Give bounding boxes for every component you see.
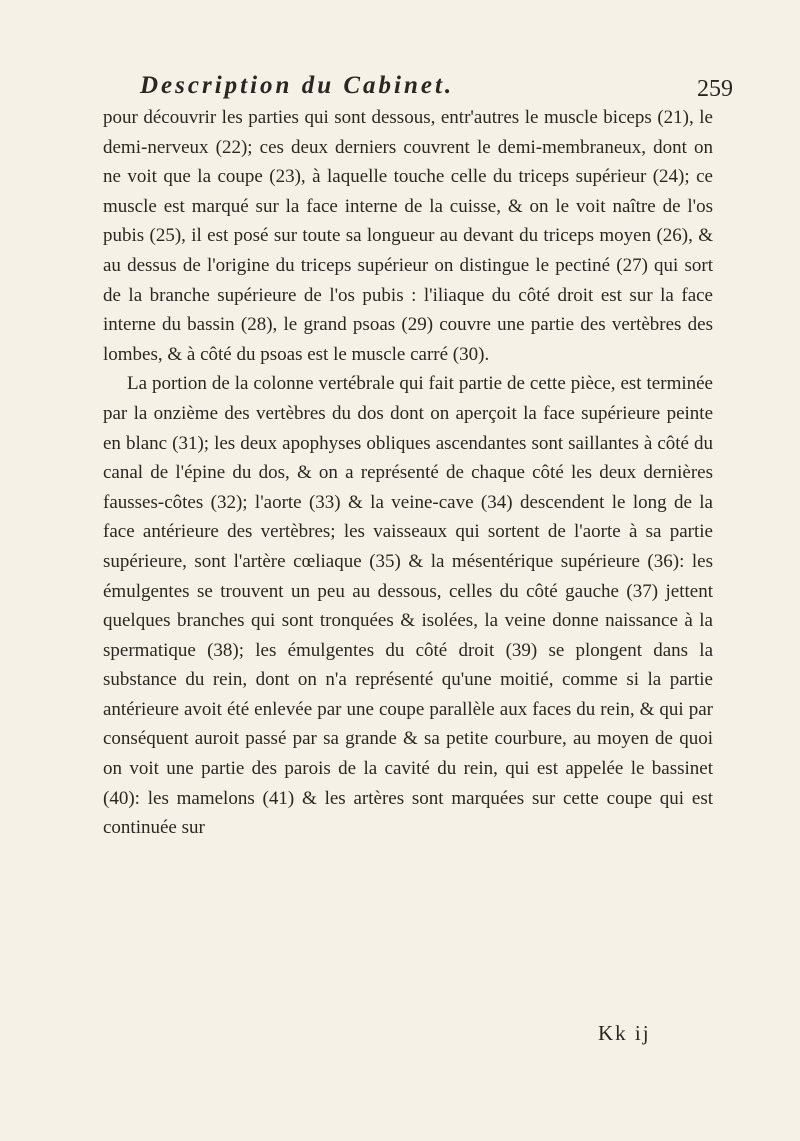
page-body [103,103,713,843]
page-number: 259 [697,76,733,102]
signature-mark: Kk ij [598,1021,651,1045]
running-title: Description du Cabinet. [140,72,455,99]
paragraph-1: pour découvrir les parties qui sont dessous, entr'autres le muscle biceps (21), le demi-nerveux (22); ces deux derniers couvrent le demi-membraneux, dont on ne voit que la coupe (23), à laquelle touche celle du triceps supérieur (24); ce muscle est marqué sur la face interne de la cuisse, & on le voit naître de l'os pubis (25), il est posé sur toute sa longueur au devant du triceps moyen (26), & au dessus de l'origine du triceps supérieur on distingue le pectiné (27) qui sort de la branche supérieure de l'os pubis : l'iliaque du côté droit est sur la face interne du bassin (28), le grand psoas (29) couvre une partie des vertèbres des lombes, & à côté du psoas est le muscle carré (30). [103,107,713,365]
paragraph-2: La portion de la colonne vertébrale qui fait partie de cette pièce, est terminée par la onzième des vertèbres du dos dont on aperçoit la face supérieure peinte en blanc (31); les deux apophyses obliques ascendantes sont saillantes à côté du canal de l'épine du dos, & on a représenté de chaque côté les deux dernières fausses-côtes (32); l'aorte (33) & la veine-cave (34) descendent le long de la face antérieure des vertèbres; les vaisseaux qui sortent de l'aorte à sa partie supérieure, sont l'artère cœliaque (35) & la mésentérique supérieure (36): les émulgentes se trouvent un peu au dessous, celles du côté gauche (37) jettent quelques branches qui sont tronquées & isolées, la veine donne naissance à la spermatique (38); les émulgentes du côté droit (39) se plongent dans la substance du rein, dont on n'a représenté qu'une moitié, comme si la partie antérieure avoit été enlevée par une coupe parallèle aux faces du rein, & qui par conséquent auroit passé par sa grande & sa petite courbure, au moyen de quoi on voit une partie des parois de la cavité du rein, qui est appelée le bassinet (40): les mamelons (41) & les artères sont marquées sur cette coupe qui est continuée sur [103,373,713,839]
